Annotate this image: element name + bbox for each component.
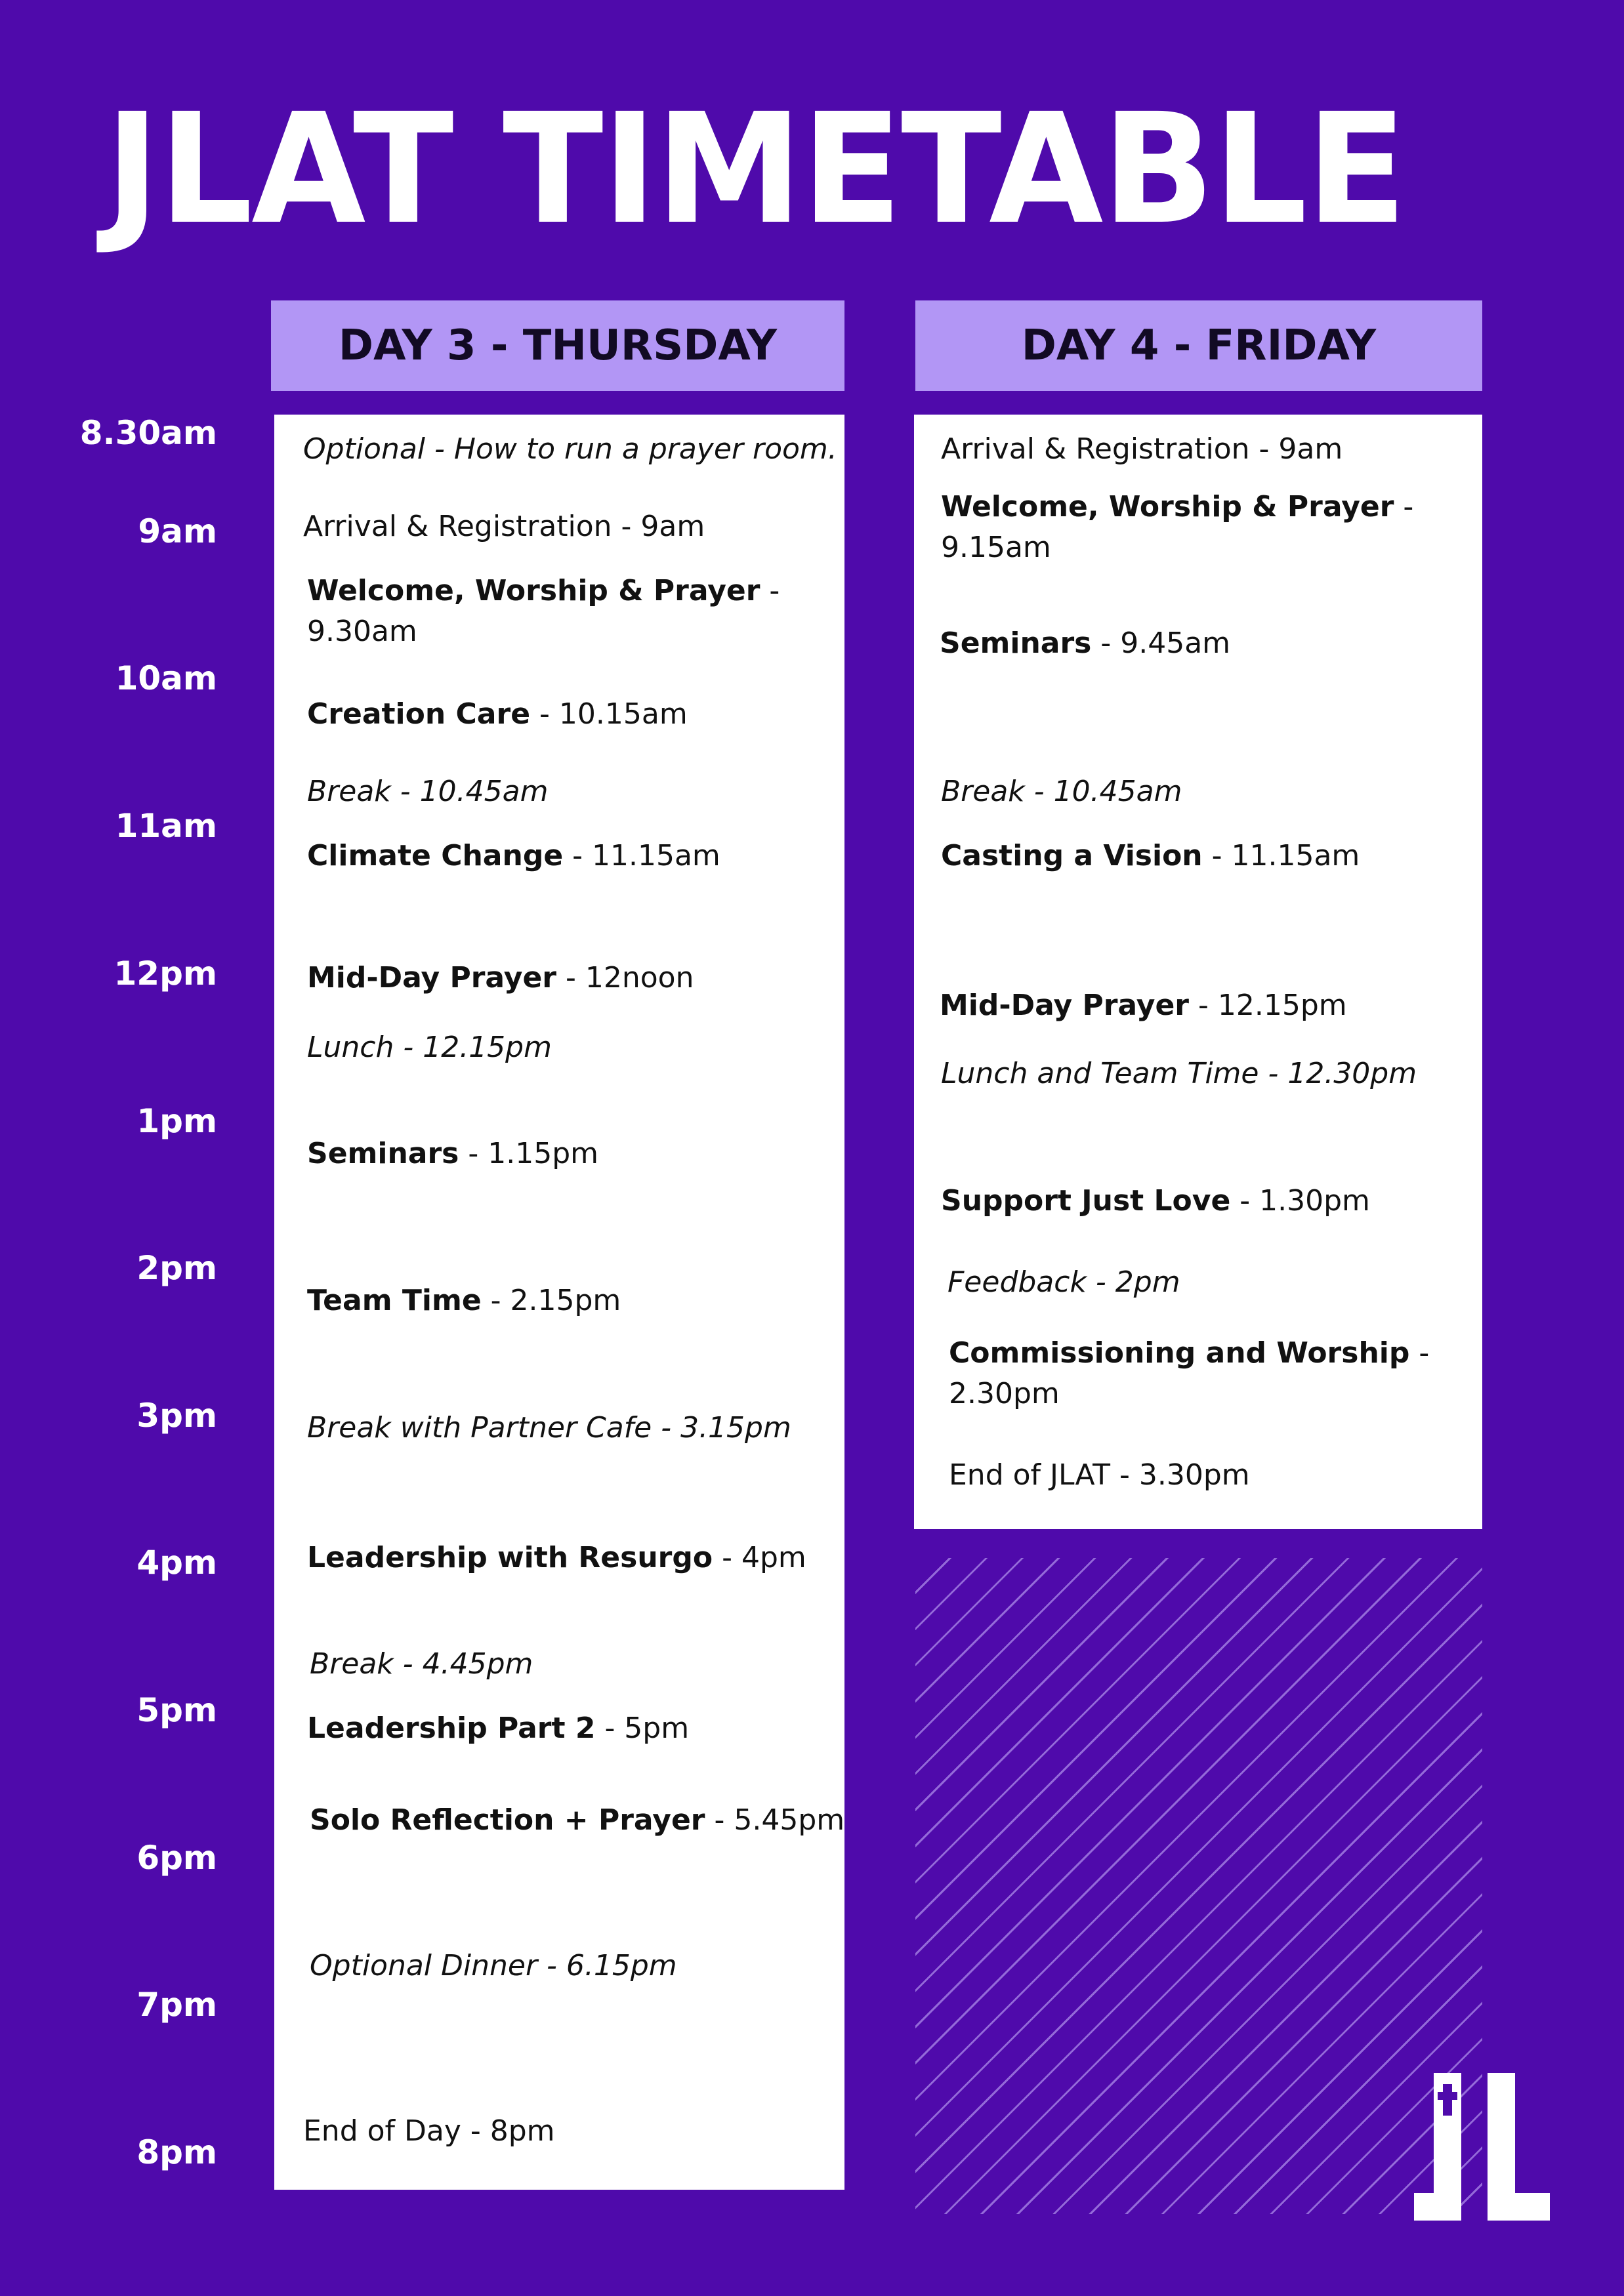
time-label: 8pm xyxy=(136,2133,217,2171)
event-item: Welcome, Worship & Prayer - 9.15am xyxy=(941,490,1414,564)
time-label: 4pm xyxy=(136,1544,217,1582)
event-item: Leadership Part 2 - 5pm xyxy=(307,1712,690,1745)
event-item: Arrival & Registration - 9am xyxy=(941,432,1343,466)
event-item: Break - 10.45am xyxy=(307,775,549,808)
event-item: Feedback - 2pm xyxy=(947,1265,1180,1299)
time-label: 10am xyxy=(115,659,217,697)
event-item: Leadership with Resurgo - 4pm xyxy=(307,1541,806,1574)
time-label: 6pm xyxy=(136,1839,217,1877)
event-item: Welcome, Worship & Prayer - 9.30am xyxy=(307,574,780,648)
event-item: Mid-Day Prayer - 12noon xyxy=(307,961,694,994)
event-item: Solo Reflection + Prayer - 5.45pm xyxy=(310,1803,845,1837)
event-item: Break - 10.45am xyxy=(941,775,1182,808)
event-item: End of Day - 8pm xyxy=(303,2114,555,2148)
time-label: 7pm xyxy=(136,1986,217,2024)
event-item: Break with Partner Cafe - 3.15pm xyxy=(307,1411,791,1445)
event-item: Climate Change - 11.15am xyxy=(307,839,720,872)
event-item: Casting a Vision - 11.15am xyxy=(941,839,1360,872)
event-item: Team Time - 2.15pm xyxy=(307,1284,621,1317)
event-item: Seminars - 1.15pm xyxy=(307,1137,598,1170)
event-item: Support Just Love - 1.30pm xyxy=(941,1184,1370,1218)
time-label: 2pm xyxy=(136,1249,217,1287)
event-item: Break - 4.45pm xyxy=(310,1647,533,1681)
event-item: Arrival & Registration - 9am xyxy=(303,510,705,543)
event-item: Commissioning and Worship - 2.30pm xyxy=(949,1336,1430,1410)
event-item: Lunch and Team Time - 12.30pm xyxy=(941,1057,1417,1090)
event-item: Creation Care - 10.15am xyxy=(307,697,688,731)
time-label: 8.30am xyxy=(79,414,217,452)
time-label: 9am xyxy=(138,512,217,550)
event-item: Seminars - 9.45am xyxy=(940,626,1231,660)
event-item: Mid-Day Prayer - 12.15pm xyxy=(940,989,1347,1022)
day3-header: DAY 3 - THURSDAY xyxy=(271,300,844,391)
time-label: 11am xyxy=(115,807,217,845)
event-item: Optional Dinner - 6.15pm xyxy=(310,1949,677,1982)
hatch-pattern xyxy=(915,1558,1482,2214)
time-label: 3pm xyxy=(136,1397,217,1435)
jl-logo xyxy=(1414,2070,1552,2221)
event-item: Optional - How to run a prayer room. xyxy=(303,432,837,466)
page-title: JLAT TIMETABLE xyxy=(105,81,1406,258)
time-label: 1pm xyxy=(136,1102,217,1140)
day4-header: DAY 4 - FRIDAY xyxy=(915,300,1482,391)
time-label: 12pm xyxy=(114,954,217,993)
event-item: Lunch - 12.15pm xyxy=(307,1031,552,1064)
event-item: End of JLAT - 3.30pm xyxy=(949,1458,1250,1492)
time-label: 5pm xyxy=(136,1691,217,1729)
